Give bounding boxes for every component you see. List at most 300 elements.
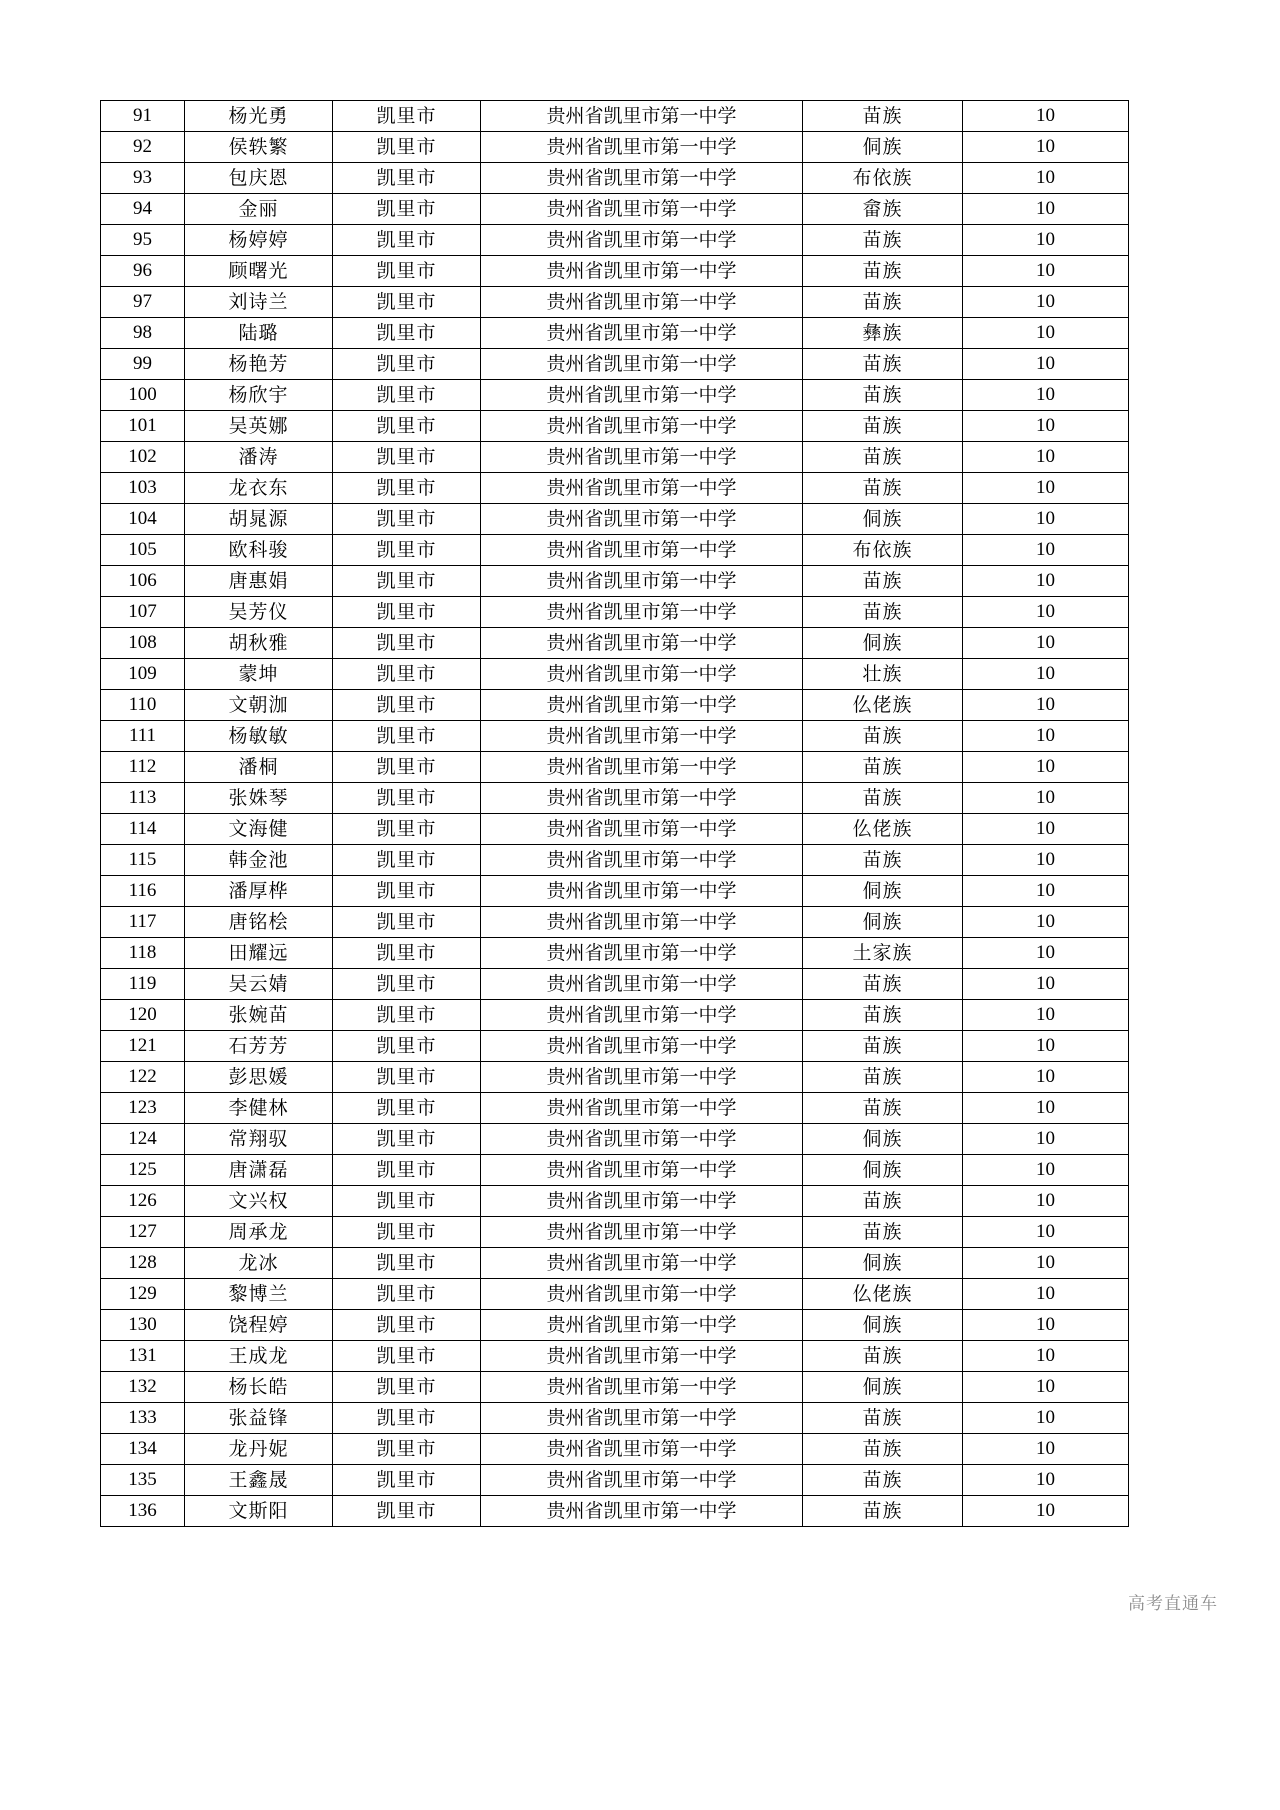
school-cell: 贵州省凯里市第一中学 xyxy=(481,969,803,1000)
row-index-cell: 116 xyxy=(101,876,185,907)
table-row xyxy=(101,411,1129,442)
candidate-name-cell: 常翔驭 xyxy=(185,1124,333,1155)
row-index-cell: 109 xyxy=(101,659,185,690)
city-cell: 凯里市 xyxy=(333,256,481,287)
candidate-name-cell: 陆璐 xyxy=(185,318,333,349)
table-row xyxy=(101,938,1129,969)
table-row xyxy=(101,1155,1129,1186)
row-index-cell: 101 xyxy=(101,411,185,442)
row-index-cell: 122 xyxy=(101,1062,185,1093)
ethnicity-cell: 仫佬族 xyxy=(803,690,963,721)
row-index-cell: 103 xyxy=(101,473,185,504)
city-cell: 凯里市 xyxy=(333,845,481,876)
row-index-cell: 113 xyxy=(101,783,185,814)
table-row xyxy=(101,783,1129,814)
row-index-cell: 132 xyxy=(101,1372,185,1403)
city-cell: 凯里市 xyxy=(333,1341,481,1372)
row-index-cell: 136 xyxy=(101,1496,185,1527)
school-cell: 贵州省凯里市第一中学 xyxy=(481,814,803,845)
score-cell: 10 xyxy=(963,1155,1129,1186)
score-cell: 10 xyxy=(963,163,1129,194)
school-cell: 贵州省凯里市第一中学 xyxy=(481,597,803,628)
row-index-cell: 110 xyxy=(101,690,185,721)
score-cell: 10 xyxy=(963,442,1129,473)
table-row xyxy=(101,690,1129,721)
candidate-name-cell: 文海健 xyxy=(185,814,333,845)
ethnicity-cell: 苗族 xyxy=(803,845,963,876)
score-cell: 10 xyxy=(963,1124,1129,1155)
table-row xyxy=(101,566,1129,597)
candidate-name-cell: 李健林 xyxy=(185,1093,333,1124)
school-cell: 贵州省凯里市第一中学 xyxy=(481,101,803,132)
candidate-name-cell: 唐惠娟 xyxy=(185,566,333,597)
table-row xyxy=(101,1403,1129,1434)
candidate-name-cell: 彭思媛 xyxy=(185,1062,333,1093)
score-cell: 10 xyxy=(963,1496,1129,1527)
ethnicity-cell: 侗族 xyxy=(803,876,963,907)
school-cell: 贵州省凯里市第一中学 xyxy=(481,690,803,721)
ethnicity-cell: 苗族 xyxy=(803,1217,963,1248)
table-row xyxy=(101,225,1129,256)
row-index-cell: 111 xyxy=(101,721,185,752)
ethnicity-cell: 侗族 xyxy=(803,1155,963,1186)
table-row xyxy=(101,1310,1129,1341)
score-cell: 10 xyxy=(963,225,1129,256)
score-cell: 10 xyxy=(963,504,1129,535)
school-cell: 贵州省凯里市第一中学 xyxy=(481,783,803,814)
city-cell: 凯里市 xyxy=(333,1279,481,1310)
ethnicity-cell: 苗族 xyxy=(803,1062,963,1093)
school-cell: 贵州省凯里市第一中学 xyxy=(481,1341,803,1372)
city-cell: 凯里市 xyxy=(333,380,481,411)
candidate-name-cell: 龙衣东 xyxy=(185,473,333,504)
ethnicity-cell: 苗族 xyxy=(803,442,963,473)
ethnicity-cell: 侗族 xyxy=(803,1310,963,1341)
school-cell: 贵州省凯里市第一中学 xyxy=(481,287,803,318)
city-cell: 凯里市 xyxy=(333,442,481,473)
candidate-name-cell: 杨欣宇 xyxy=(185,380,333,411)
table-row xyxy=(101,659,1129,690)
table-row xyxy=(101,380,1129,411)
ethnicity-cell: 苗族 xyxy=(803,473,963,504)
ethnicity-cell: 彝族 xyxy=(803,318,963,349)
school-cell: 贵州省凯里市第一中学 xyxy=(481,1155,803,1186)
school-cell: 贵州省凯里市第一中学 xyxy=(481,473,803,504)
city-cell: 凯里市 xyxy=(333,690,481,721)
city-cell: 凯里市 xyxy=(333,783,481,814)
score-cell: 10 xyxy=(963,659,1129,690)
row-index-cell: 104 xyxy=(101,504,185,535)
score-cell: 10 xyxy=(963,876,1129,907)
ethnicity-cell: 壮族 xyxy=(803,659,963,690)
ethnicity-cell: 布依族 xyxy=(803,163,963,194)
ethnicity-cell: 苗族 xyxy=(803,411,963,442)
score-cell: 10 xyxy=(963,1000,1129,1031)
candidate-name-cell: 吴芳仪 xyxy=(185,597,333,628)
city-cell: 凯里市 xyxy=(333,566,481,597)
candidate-name-cell: 饶程婷 xyxy=(185,1310,333,1341)
table-row xyxy=(101,318,1129,349)
ethnicity-cell: 仫佬族 xyxy=(803,814,963,845)
row-index-cell: 106 xyxy=(101,566,185,597)
school-cell: 贵州省凯里市第一中学 xyxy=(481,907,803,938)
city-cell: 凯里市 xyxy=(333,876,481,907)
ethnicity-cell: 侗族 xyxy=(803,132,963,163)
school-cell: 贵州省凯里市第一中学 xyxy=(481,1279,803,1310)
city-cell: 凯里市 xyxy=(333,1434,481,1465)
roster-table-body xyxy=(101,101,1129,1527)
score-cell: 10 xyxy=(963,628,1129,659)
score-cell: 10 xyxy=(963,349,1129,380)
row-index-cell: 115 xyxy=(101,845,185,876)
row-index-cell: 99 xyxy=(101,349,185,380)
table-row xyxy=(101,1031,1129,1062)
table-row xyxy=(101,1496,1129,1527)
table-row xyxy=(101,969,1129,1000)
row-index-cell: 128 xyxy=(101,1248,185,1279)
candidate-name-cell: 胡晁源 xyxy=(185,504,333,535)
candidate-name-cell: 杨婷婷 xyxy=(185,225,333,256)
ethnicity-cell: 苗族 xyxy=(803,721,963,752)
school-cell: 贵州省凯里市第一中学 xyxy=(481,1403,803,1434)
city-cell: 凯里市 xyxy=(333,814,481,845)
candidate-name-cell: 黎博兰 xyxy=(185,1279,333,1310)
score-cell: 10 xyxy=(963,287,1129,318)
score-cell: 10 xyxy=(963,1341,1129,1372)
score-cell: 10 xyxy=(963,721,1129,752)
ethnicity-cell: 布依族 xyxy=(803,535,963,566)
row-index-cell: 107 xyxy=(101,597,185,628)
candidate-name-cell: 潘厚桦 xyxy=(185,876,333,907)
table-row xyxy=(101,287,1129,318)
ethnicity-cell: 侗族 xyxy=(803,1372,963,1403)
ethnicity-cell: 苗族 xyxy=(803,101,963,132)
row-index-cell: 97 xyxy=(101,287,185,318)
score-cell: 10 xyxy=(963,132,1129,163)
school-cell: 贵州省凯里市第一中学 xyxy=(481,938,803,969)
candidate-name-cell: 金丽 xyxy=(185,194,333,225)
score-cell: 10 xyxy=(963,318,1129,349)
row-index-cell: 125 xyxy=(101,1155,185,1186)
ethnicity-cell: 侗族 xyxy=(803,1248,963,1279)
score-cell: 10 xyxy=(963,256,1129,287)
city-cell: 凯里市 xyxy=(333,597,481,628)
ethnicity-cell: 苗族 xyxy=(803,969,963,1000)
city-cell: 凯里市 xyxy=(333,163,481,194)
ethnicity-cell: 苗族 xyxy=(803,1031,963,1062)
table-row xyxy=(101,1248,1129,1279)
candidate-name-cell: 潘桐 xyxy=(185,752,333,783)
table-row xyxy=(101,1093,1129,1124)
school-cell: 贵州省凯里市第一中学 xyxy=(481,318,803,349)
ethnicity-cell: 侗族 xyxy=(803,1124,963,1155)
school-cell: 贵州省凯里市第一中学 xyxy=(481,659,803,690)
row-index-cell: 91 xyxy=(101,101,185,132)
roster-table-container xyxy=(100,100,1128,1527)
ethnicity-cell: 仫佬族 xyxy=(803,1279,963,1310)
score-cell: 10 xyxy=(963,907,1129,938)
city-cell: 凯里市 xyxy=(333,225,481,256)
city-cell: 凯里市 xyxy=(333,473,481,504)
score-cell: 10 xyxy=(963,1403,1129,1434)
score-cell: 10 xyxy=(963,752,1129,783)
ethnicity-cell: 苗族 xyxy=(803,1186,963,1217)
score-cell: 10 xyxy=(963,1093,1129,1124)
city-cell: 凯里市 xyxy=(333,1310,481,1341)
school-cell: 贵州省凯里市第一中学 xyxy=(481,1000,803,1031)
school-cell: 贵州省凯里市第一中学 xyxy=(481,163,803,194)
candidate-name-cell: 顾曙光 xyxy=(185,256,333,287)
candidate-name-cell: 唐潇磊 xyxy=(185,1155,333,1186)
row-index-cell: 93 xyxy=(101,163,185,194)
candidate-name-cell: 文斯阳 xyxy=(185,1496,333,1527)
row-index-cell: 131 xyxy=(101,1341,185,1372)
school-cell: 贵州省凯里市第一中学 xyxy=(481,1496,803,1527)
table-row xyxy=(101,442,1129,473)
ethnicity-cell: 苗族 xyxy=(803,1403,963,1434)
score-cell: 10 xyxy=(963,597,1129,628)
candidate-name-cell: 龙丹妮 xyxy=(185,1434,333,1465)
city-cell: 凯里市 xyxy=(333,1248,481,1279)
school-cell: 贵州省凯里市第一中学 xyxy=(481,876,803,907)
city-cell: 凯里市 xyxy=(333,1403,481,1434)
candidate-name-cell: 龙冰 xyxy=(185,1248,333,1279)
candidate-name-cell: 欧科骏 xyxy=(185,535,333,566)
score-cell: 10 xyxy=(963,814,1129,845)
ethnicity-cell: 畲族 xyxy=(803,194,963,225)
table-row xyxy=(101,1000,1129,1031)
school-cell: 贵州省凯里市第一中学 xyxy=(481,132,803,163)
candidate-name-cell: 王成龙 xyxy=(185,1341,333,1372)
candidate-name-cell: 蒙坤 xyxy=(185,659,333,690)
candidate-name-cell: 唐铭桧 xyxy=(185,907,333,938)
school-cell: 贵州省凯里市第一中学 xyxy=(481,1093,803,1124)
table-row xyxy=(101,473,1129,504)
score-cell: 10 xyxy=(963,101,1129,132)
city-cell: 凯里市 xyxy=(333,907,481,938)
score-cell: 10 xyxy=(963,1186,1129,1217)
ethnicity-cell: 侗族 xyxy=(803,628,963,659)
candidate-name-cell: 杨艳芳 xyxy=(185,349,333,380)
school-cell: 贵州省凯里市第一中学 xyxy=(481,225,803,256)
score-cell: 10 xyxy=(963,969,1129,1000)
school-cell: 贵州省凯里市第一中学 xyxy=(481,566,803,597)
score-cell: 10 xyxy=(963,1372,1129,1403)
row-index-cell: 123 xyxy=(101,1093,185,1124)
ethnicity-cell: 苗族 xyxy=(803,752,963,783)
ethnicity-cell: 侗族 xyxy=(803,907,963,938)
table-row xyxy=(101,907,1129,938)
row-index-cell: 92 xyxy=(101,132,185,163)
candidate-name-cell: 杨长皓 xyxy=(185,1372,333,1403)
table-row xyxy=(101,194,1129,225)
table-row xyxy=(101,628,1129,659)
candidate-roster-table xyxy=(100,100,1129,1527)
score-cell: 10 xyxy=(963,535,1129,566)
score-cell: 10 xyxy=(963,380,1129,411)
candidate-name-cell: 杨光勇 xyxy=(185,101,333,132)
row-index-cell: 119 xyxy=(101,969,185,1000)
score-cell: 10 xyxy=(963,1217,1129,1248)
candidate-name-cell: 潘涛 xyxy=(185,442,333,473)
ethnicity-cell: 苗族 xyxy=(803,783,963,814)
row-index-cell: 120 xyxy=(101,1000,185,1031)
row-index-cell: 102 xyxy=(101,442,185,473)
city-cell: 凯里市 xyxy=(333,1465,481,1496)
city-cell: 凯里市 xyxy=(333,1496,481,1527)
table-row xyxy=(101,504,1129,535)
table-row xyxy=(101,535,1129,566)
candidate-name-cell: 胡秋雅 xyxy=(185,628,333,659)
score-cell: 10 xyxy=(963,938,1129,969)
city-cell: 凯里市 xyxy=(333,1186,481,1217)
school-cell: 贵州省凯里市第一中学 xyxy=(481,1310,803,1341)
row-index-cell: 95 xyxy=(101,225,185,256)
candidate-name-cell: 包庆恩 xyxy=(185,163,333,194)
city-cell: 凯里市 xyxy=(333,1031,481,1062)
table-row xyxy=(101,101,1129,132)
candidate-name-cell: 文兴权 xyxy=(185,1186,333,1217)
ethnicity-cell: 侗族 xyxy=(803,504,963,535)
score-cell: 10 xyxy=(963,1465,1129,1496)
school-cell: 贵州省凯里市第一中学 xyxy=(481,194,803,225)
score-cell: 10 xyxy=(963,690,1129,721)
row-index-cell: 124 xyxy=(101,1124,185,1155)
ethnicity-cell: 苗族 xyxy=(803,256,963,287)
row-index-cell: 105 xyxy=(101,535,185,566)
score-cell: 10 xyxy=(963,566,1129,597)
school-cell: 贵州省凯里市第一中学 xyxy=(481,1465,803,1496)
school-cell: 贵州省凯里市第一中学 xyxy=(481,256,803,287)
school-cell: 贵州省凯里市第一中学 xyxy=(481,721,803,752)
score-cell: 10 xyxy=(963,194,1129,225)
candidate-name-cell: 张益锋 xyxy=(185,1403,333,1434)
table-row xyxy=(101,1186,1129,1217)
school-cell: 贵州省凯里市第一中学 xyxy=(481,504,803,535)
row-index-cell: 129 xyxy=(101,1279,185,1310)
city-cell: 凯里市 xyxy=(333,628,481,659)
city-cell: 凯里市 xyxy=(333,504,481,535)
row-index-cell: 96 xyxy=(101,256,185,287)
city-cell: 凯里市 xyxy=(333,411,481,442)
city-cell: 凯里市 xyxy=(333,969,481,1000)
school-cell: 贵州省凯里市第一中学 xyxy=(481,349,803,380)
candidate-name-cell: 侯轶繁 xyxy=(185,132,333,163)
candidate-name-cell: 吴英娜 xyxy=(185,411,333,442)
school-cell: 贵州省凯里市第一中学 xyxy=(481,411,803,442)
ethnicity-cell: 苗族 xyxy=(803,566,963,597)
school-cell: 贵州省凯里市第一中学 xyxy=(481,628,803,659)
city-cell: 凯里市 xyxy=(333,194,481,225)
score-cell: 10 xyxy=(963,1031,1129,1062)
score-cell: 10 xyxy=(963,845,1129,876)
table-row xyxy=(101,132,1129,163)
ethnicity-cell: 苗族 xyxy=(803,1434,963,1465)
candidate-name-cell: 杨敏敏 xyxy=(185,721,333,752)
row-index-cell: 134 xyxy=(101,1434,185,1465)
row-index-cell: 133 xyxy=(101,1403,185,1434)
table-row xyxy=(101,1372,1129,1403)
city-cell: 凯里市 xyxy=(333,752,481,783)
table-row xyxy=(101,1062,1129,1093)
table-row xyxy=(101,1217,1129,1248)
school-cell: 贵州省凯里市第一中学 xyxy=(481,1031,803,1062)
city-cell: 凯里市 xyxy=(333,132,481,163)
score-cell: 10 xyxy=(963,1248,1129,1279)
ethnicity-cell: 苗族 xyxy=(803,225,963,256)
row-index-cell: 117 xyxy=(101,907,185,938)
row-index-cell: 112 xyxy=(101,752,185,783)
school-cell: 贵州省凯里市第一中学 xyxy=(481,535,803,566)
school-cell: 贵州省凯里市第一中学 xyxy=(481,442,803,473)
score-cell: 10 xyxy=(963,473,1129,504)
row-index-cell: 135 xyxy=(101,1465,185,1496)
city-cell: 凯里市 xyxy=(333,535,481,566)
city-cell: 凯里市 xyxy=(333,287,481,318)
row-index-cell: 94 xyxy=(101,194,185,225)
row-index-cell: 100 xyxy=(101,380,185,411)
city-cell: 凯里市 xyxy=(333,1372,481,1403)
score-cell: 10 xyxy=(963,783,1129,814)
school-cell: 贵州省凯里市第一中学 xyxy=(481,1434,803,1465)
candidate-name-cell: 张姝琴 xyxy=(185,783,333,814)
ethnicity-cell: 苗族 xyxy=(803,1093,963,1124)
table-row xyxy=(101,845,1129,876)
row-index-cell: 127 xyxy=(101,1217,185,1248)
candidate-name-cell: 王鑫晟 xyxy=(185,1465,333,1496)
city-cell: 凯里市 xyxy=(333,1155,481,1186)
score-cell: 10 xyxy=(963,1279,1129,1310)
candidate-name-cell: 田耀远 xyxy=(185,938,333,969)
candidate-name-cell: 刘诗兰 xyxy=(185,287,333,318)
candidate-name-cell: 张婉苗 xyxy=(185,1000,333,1031)
score-cell: 10 xyxy=(963,411,1129,442)
ethnicity-cell: 苗族 xyxy=(803,1341,963,1372)
row-index-cell: 118 xyxy=(101,938,185,969)
table-row xyxy=(101,752,1129,783)
city-cell: 凯里市 xyxy=(333,938,481,969)
row-index-cell: 114 xyxy=(101,814,185,845)
city-cell: 凯里市 xyxy=(333,101,481,132)
watermark-text: 高考直通车 xyxy=(1128,1594,1218,1614)
city-cell: 凯里市 xyxy=(333,1124,481,1155)
city-cell: 凯里市 xyxy=(333,1217,481,1248)
row-index-cell: 98 xyxy=(101,318,185,349)
table-row xyxy=(101,1434,1129,1465)
ethnicity-cell: 土家族 xyxy=(803,938,963,969)
school-cell: 贵州省凯里市第一中学 xyxy=(481,380,803,411)
row-index-cell: 130 xyxy=(101,1310,185,1341)
table-row xyxy=(101,1465,1129,1496)
table-row xyxy=(101,1341,1129,1372)
table-row xyxy=(101,349,1129,380)
table-row xyxy=(101,721,1129,752)
candidate-name-cell: 韩金池 xyxy=(185,845,333,876)
school-cell: 贵州省凯里市第一中学 xyxy=(481,1186,803,1217)
school-cell: 贵州省凯里市第一中学 xyxy=(481,1062,803,1093)
city-cell: 凯里市 xyxy=(333,659,481,690)
ethnicity-cell: 苗族 xyxy=(803,1496,963,1527)
school-cell: 贵州省凯里市第一中学 xyxy=(481,1372,803,1403)
ethnicity-cell: 苗族 xyxy=(803,287,963,318)
candidate-name-cell: 周承龙 xyxy=(185,1217,333,1248)
candidate-name-cell: 石芳芳 xyxy=(185,1031,333,1062)
city-cell: 凯里市 xyxy=(333,349,481,380)
table-row xyxy=(101,876,1129,907)
city-cell: 凯里市 xyxy=(333,318,481,349)
table-row xyxy=(101,1279,1129,1310)
school-cell: 贵州省凯里市第一中学 xyxy=(481,1248,803,1279)
